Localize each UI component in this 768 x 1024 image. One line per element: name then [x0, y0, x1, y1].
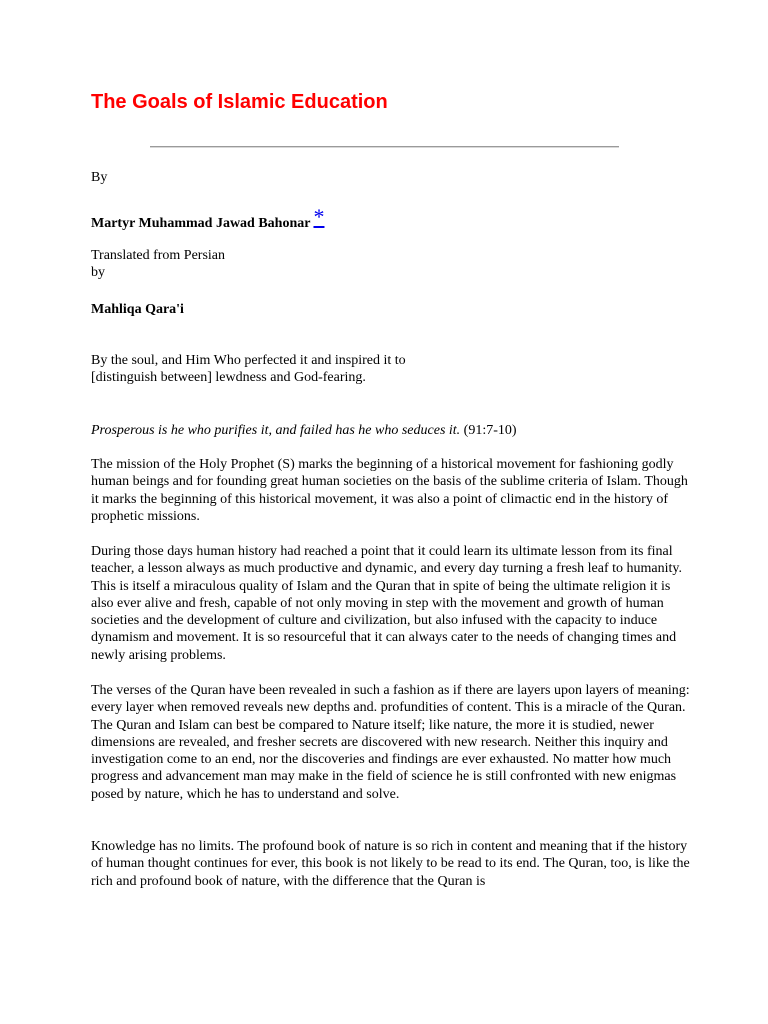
paragraph-3: The verses of the Quran have been revealed in such a fashion as if there are layers upon layers of meaning: every layer when removed reveals new depths and. profundities of content. This is a miracle of the Quran. The Quran and Islam can best be compared to Nature itself; like nature, the more it is studied, newer dimensions are revealed, and fresher secrets are discovered with new research. Neither this inquiry and investigation come to an end, nor the discoveries and findings are ever exhausted. No matter how much progress and advancement man may make in the field of science he is still confronted with new enigmas posed by nature, which he has to understand and solve.: [91, 683, 690, 802]
translated-line-1: Translated from Persian: [91, 248, 226, 263]
verse-reference: (91:7-10): [460, 423, 517, 438]
translated-line-2: by: [91, 265, 105, 280]
verse-line-2: [distinguish between] lewdness and God-fearing.: [91, 370, 366, 385]
verse-quote-line: [91, 422, 517, 439]
paragraph-2: During those days human history had reached a point that it could learn its ultimate lesson from its final teacher, a lesson always as much productive and dynamic, and every day turning a fresh leaf to humanity. This is itself a miraculous quality of Islam and the Quran that in spite of being the ultimate religion it is also ever alive and fresh, capable of not only moving in step with the movement and growth of human societies and the development of culture and civilization, but also infused with the capacity to induce dynamism and movement. It is so resourceful that it can always cater to the needs of changing times and newly arising problems.: [91, 544, 682, 663]
verse-line-1: By the soul, and Him Who perfected it and inspired it to: [91, 353, 406, 368]
verse-quote: Prosperous is he who purifies it, and failed has he who seduces it.: [91, 423, 461, 438]
author-name: Martyr Muhammad Jawad Bahonar: [91, 216, 311, 231]
author-footnote-link[interactable]: *: [313, 204, 325, 229]
page-title: The Goals of Islamic Education: [91, 91, 388, 113]
paragraph-4: Knowledge has no limits. The profound book of nature is so rich in content and meaning that if the history of human thought continues for ever, this book is not likely to be read to its end. The Quran, too, is like the rich and profound book of nature, with the difference that the Quran is: [91, 839, 690, 889]
paragraph-1: The mission of the Holy Prophet (S) marks the beginning of a historical movement for fashioning godly human beings and for founding great human societies on the basis of the sublime criteria of Islam. Though it marks the beginning of this historical movement, it was also a point of climactic end in the history of prophetic missions.: [91, 457, 688, 524]
by-label: By: [91, 170, 108, 185]
author-line: [91, 204, 325, 232]
translator-name: Mahliqa Qara'i: [91, 302, 184, 317]
horizontal-divider: [150, 146, 619, 148]
